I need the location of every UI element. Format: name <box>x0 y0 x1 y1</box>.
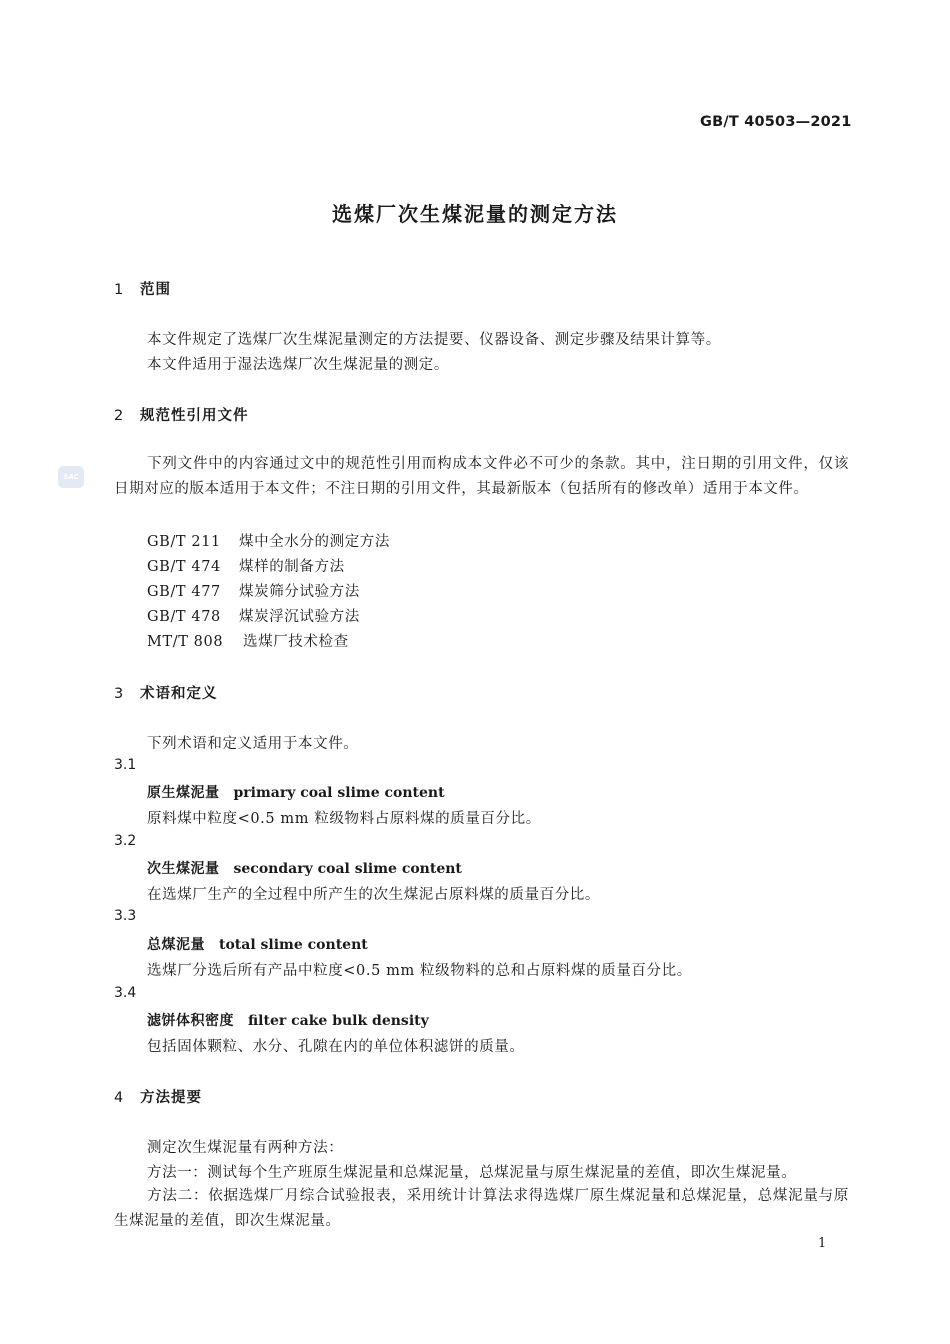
reference-code: GB/T 474 <box>147 559 221 575</box>
term-number: 3.2 <box>114 833 137 849</box>
term-name-zh: 次生煤泥量 <box>147 861 220 877</box>
section-number: 3 <box>114 686 125 702</box>
term-name <box>147 858 462 878</box>
reference-code: MT/T 808 <box>147 634 224 650</box>
section-number: 2 <box>114 408 125 424</box>
section-3-intro: 下列术语和定义适用于本文件。 <box>147 736 359 752</box>
section-4-paragraph-3 <box>114 1184 849 1234</box>
term-name <box>147 782 445 802</box>
section-title: 术语和定义 <box>140 686 218 702</box>
section-1-paragraph-2: 本文件适用于湿法选煤厂次生煤泥量的测定。 <box>147 357 449 373</box>
term-number: 3.4 <box>114 985 137 1001</box>
term-name <box>147 1010 429 1030</box>
reference-code: GB/T 478 <box>147 609 221 625</box>
section-number: 4 <box>114 1090 125 1106</box>
reference-title: 煤中全水分的测定方法 <box>239 534 390 550</box>
section-1-paragraph-1: 本文件规定了选煤厂次生煤泥量测定的方法提要、仪器设备、测定步骤及结果计算等。 <box>147 332 721 348</box>
term-name-en: primary coal slime content <box>233 785 445 801</box>
term-definition: 原料煤中粒度<0.5 mm 粒级物料占原料煤的质量百分比。 <box>147 811 541 827</box>
reference-item <box>147 580 360 601</box>
section-2-intro-text: 下列文件中的内容通过文中的规范性引用而构成本文件必不可少的条款。其中，注日期的引用文件，仅该日期对应的版本适用于本文件；不注日期的引用文件，其最新版本（包括所有的修改单）适用于本文件。 <box>114 456 849 497</box>
reference-title: 煤样的制备方法 <box>239 559 345 575</box>
section-1-heading <box>114 278 171 299</box>
section-4-paragraph-3-text: 方法二：依据选煤厂月综合试验报表，采用统计计算法求得选煤厂原生煤泥量和总煤泥量，总煤泥量与原生煤泥量的差值，即次生煤泥量。 <box>114 1188 849 1229</box>
section-title: 方法提要 <box>140 1090 202 1106</box>
reference-code: GB/T 477 <box>147 584 221 600</box>
standard-code: GB/T 40503—2021 <box>700 114 852 130</box>
section-4-heading <box>114 1086 202 1107</box>
term-name-zh: 滤饼体积密度 <box>147 1013 234 1029</box>
page-number: 1 <box>818 1236 827 1251</box>
reference-code: GB/T 211 <box>147 534 221 550</box>
reference-title: 煤炭筛分试验方法 <box>239 584 360 600</box>
term-name-zh: 原生煤泥量 <box>147 785 220 801</box>
term-name-en: filter cake bulk density <box>248 1013 429 1029</box>
term-name-zh: 总煤泥量 <box>147 937 205 953</box>
term-name-en: secondary coal slime content <box>233 861 462 877</box>
term-definition: 在选煤厂生产的全过程中所产生的次生煤泥占原料煤的质量百分比。 <box>147 887 600 903</box>
term-number: 3.1 <box>114 757 137 773</box>
term-name <box>147 934 368 954</box>
section-4-paragraph-1: 测定次生煤泥量有两种方法： <box>147 1140 344 1156</box>
reference-item <box>147 555 345 576</box>
section-3-heading <box>114 682 218 703</box>
section-4-paragraph-2: 方法一：测试每个生产班原生煤泥量和总煤泥量，总煤泥量与原生煤泥量的差值，即次生煤泥量。 <box>147 1165 797 1181</box>
term-definition: 包括固体颗粒、水分、孔隙在内的单位体积滤饼的质量。 <box>147 1039 525 1055</box>
section-number: 1 <box>114 282 125 298</box>
section-title: 范围 <box>140 282 171 298</box>
reference-title: 煤炭浮沉试验方法 <box>239 609 360 625</box>
document-title: 选煤厂次生煤泥量的测定方法 <box>332 202 618 226</box>
term-number: 3.3 <box>114 908 137 924</box>
sac-watermark-logo: SAC <box>58 466 84 488</box>
section-2-intro <box>114 452 849 502</box>
reference-title: 选煤厂技术检查 <box>243 634 349 650</box>
term-definition: 选煤厂分选后所有产品中粒度<0.5 mm 粒级物料的总和占原料煤的质量百分比。 <box>147 963 692 979</box>
reference-item <box>147 530 390 551</box>
term-name-en: total slime content <box>219 937 368 953</box>
reference-item <box>147 630 349 651</box>
section-2-heading <box>114 404 249 425</box>
section-title: 规范性引用文件 <box>140 408 249 424</box>
reference-item <box>147 605 360 626</box>
